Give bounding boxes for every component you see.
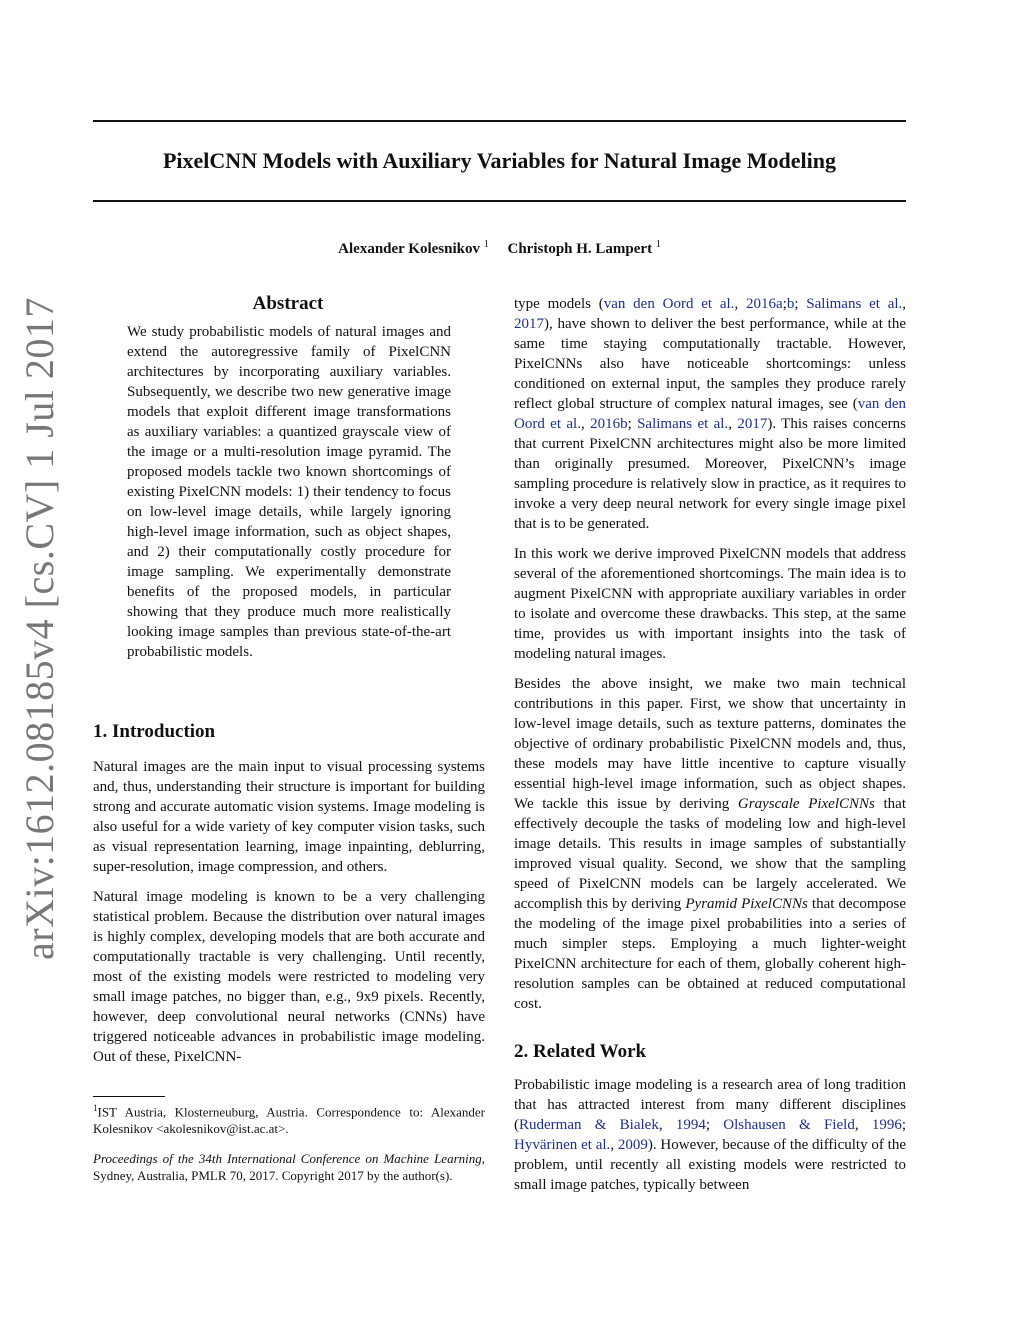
citation-link[interactable]: Salimans et al. [637, 416, 729, 432]
abstract-heading: Abstract [252, 293, 324, 314]
paragraph [514, 1075, 906, 1195]
paragraph: In this work we derive improved PixelCNN models that address several of the aforementioned shortcomings. The main idea is to augment PixelCNN with appropriate auxiliary variables in order to isolate and overcome these drawbacks. This step, at the same time, provides us with important insights into the task of modeling natural images. [514, 546, 906, 662]
text-run: ; [782, 296, 787, 312]
paragraph [514, 294, 906, 534]
text-run: ). This raises concerns that current PixelCNN architectures might also be more limited than originally presumed. Moreover, PixelCNN’s image sampling procedure is relatively slow in practice, as it requires to invoke a very deep neural network for every single image pixel that is to be generated. [514, 416, 907, 532]
citation-link[interactable]: 2009 [617, 1137, 648, 1153]
citation-link[interactable]: Ruderman & Bialek [519, 1117, 659, 1133]
author-affiliation-marker: 1 [655, 239, 661, 250]
text-run: type models ( [514, 296, 604, 312]
text-run: ; [627, 416, 638, 432]
text-run: , [854, 1117, 872, 1133]
footnote-rule [93, 1096, 165, 1097]
abstract-body [127, 322, 451, 662]
proceedings-prefix: Proceedings of the [93, 1151, 199, 1166]
paragraph [514, 674, 906, 1014]
text-run: , [610, 1137, 618, 1153]
text-run: that effectively decouple the tasks of modeling low and high-level image details. This results in image samples of substantially improved visual quality. Second, we show that the sampling speed of PixelCNN models can be largely accelerated. We accomplish this by deriving [514, 796, 906, 912]
footnote-marker: 1 [93, 1103, 98, 1113]
title-bottom-rule [93, 200, 906, 202]
citation-link[interactable]: van den Oord et al. [603, 296, 735, 312]
proceedings-conference: International Conference on Machine Learning [221, 1151, 482, 1166]
citation-link[interactable]: 1996 [871, 1117, 902, 1133]
citation-link[interactable]: Salimans et al. [806, 296, 903, 312]
section-heading-related-work: 2. Related Work [514, 1041, 647, 1062]
author-name: Alexander Kolesnikov [338, 241, 480, 257]
author-affiliation-marker: 1 [483, 239, 489, 250]
text-run: Besides the above insight, we make two main technical contributions in this paper. First, we show that uncertainty in low-level image details, such as texture patterns, dominates the objective of ordinary probabilistic PixelCNN models and, thus, these models may have little incentive to capture visually essential high-level image information, such as object shapes. We tackle this issue by deriving [514, 676, 906, 812]
section-heading-introduction: 1. Introduction [93, 721, 216, 742]
introduction-body [93, 757, 485, 1067]
abstract-text: We study probabilistic models of natural images and extend the autoregressive family of PixelCNN architectures by incorporating auxiliary variables. Subsequently, we describe two new generative image models that exploit different image transformations as auxiliary variables: a quantized grayscale view of the image or a multi-resolution image pyramid. The proposed models tackle two known shortcomings of existing PixelCNN models: 1) their tendency to focus on low-level image details, while largely ignoring high-level image information, such as object shapes, and 2) their computationally costly procedure for image sampling. We experimentally demonstrate benefits of the proposed models, in particular showing that they produce much more realistically looking image samples than previous state-of-the-art probabilistic models. [127, 324, 451, 660]
citation-link[interactable]: 1994 [675, 1117, 706, 1133]
model-name-emphasis: Pyramid PixelCNNs [685, 896, 808, 912]
text-run: ), have shown to deliver the best performance, while at the same time staying computationally tractable. However, PixelCNNs also have noticeable shortcomings: unless conditioned on external input, the samples they produce rarely reflect global structure of complex natural images, see ( [514, 316, 906, 412]
paragraph: Natural images are the main input to visual processing systems and, thus, understanding their structure is important for building strong and accurate automatic vision systems. Image modeling is also useful for a wide variety of key computer vision tasks, such as visual representation learning, image inpainting, deblurring, super-resolution, image compression, and others. [93, 759, 485, 875]
text-run: , [580, 416, 591, 432]
citation-link[interactable]: 2016b [590, 416, 628, 432]
text-run: ; [705, 1117, 724, 1133]
related-work-body [514, 1075, 906, 1195]
model-name-emphasis: Grayscale PixelCNNs [737, 796, 875, 812]
citation-link[interactable]: Hyvärinen et al. [514, 1137, 611, 1153]
proceedings-details: , Sydney, Australia, PMLR 70, 2017. Copyright 2017 by the author(s). [93, 1151, 485, 1183]
paper-title: PixelCNN Models with Auxiliary Variables for Natural Image Modeling [162, 148, 837, 173]
citation-link[interactable]: 2017 [514, 316, 544, 332]
text-run: , [902, 296, 907, 312]
text-run: ). However, because of the difficulty of the problem, until recently all existing models were restricted to small image patches, typically between [514, 1137, 907, 1193]
proceedings-note [93, 1150, 485, 1184]
text-run: ; [901, 1117, 907, 1133]
top-rule [93, 120, 906, 122]
proceedings-ordinal: 34th [198, 1151, 222, 1166]
text-run: that decompose the modeling of the image pixel probabilities into a series of much simpler steps. Employing a much lighter-weight PixelCNN architecture for each of them, globally coherent high-resolution samples can be obtained at reduced computational cost. [514, 896, 906, 1012]
text-run: , [734, 296, 746, 312]
citation-link[interactable]: 2017 [737, 416, 768, 432]
citation-link[interactable]: Olshausen & Field [723, 1117, 855, 1133]
text-run: , [728, 416, 738, 432]
affiliation-footnote [93, 1100, 485, 1137]
citation-link[interactable]: b [786, 296, 795, 312]
citation-link[interactable]: 2016a [745, 296, 783, 312]
right-column-body [514, 294, 906, 1014]
arxiv-identifier: arXiv:1612.08185v4 [cs.CV] 1 Jul 2017 [17, 297, 62, 960]
author-name: Christoph H. Lampert [507, 241, 653, 257]
paragraph: Natural image modeling is known to be a very challenging statistical problem. Because the distribution over natural images is highly complex, developing models that are both accurate and computationally tractable is very challenging. Until recently, most of the existing models were restricted to modeling very small image patches, no bigger than, e.g., 9x9 pixels. Recently, however, deep convolutional neural networks (CNNs) have triggered noticeable advances in probabilistic image modeling. Out of these, PixelCNN- [93, 889, 485, 1065]
citation-link[interactable]: van den Oord et al. [514, 396, 906, 432]
text-run: ; [794, 296, 807, 312]
text-run: Probabilistic image modeling is a research area of long tradition that has attracted interest from many different disciplines ( [514, 1077, 906, 1133]
text-run: , [658, 1117, 676, 1133]
author-list [93, 235, 906, 259]
footnote-text: IST Austria, Klosterneuburg, Austria. Correspondence to: Alexander Kolesnikov <akolesnikov@ist.ac.at>. [93, 1104, 485, 1137]
